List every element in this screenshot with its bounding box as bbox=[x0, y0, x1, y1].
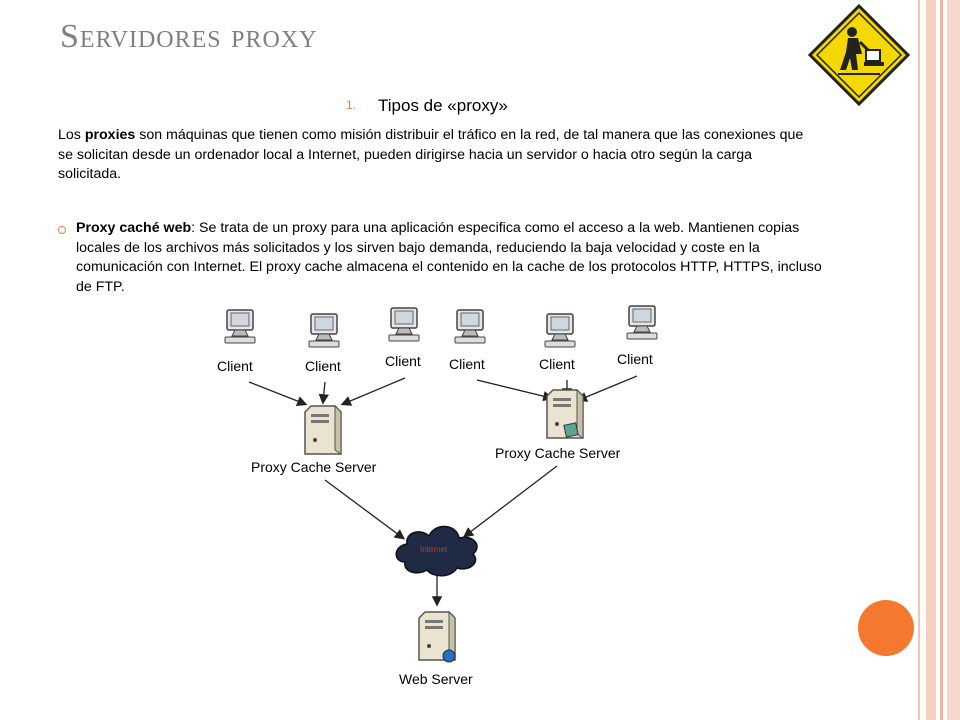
server-icon bbox=[305, 406, 341, 454]
intro-paragraph bbox=[58, 126, 818, 185]
client-label: Client bbox=[449, 356, 485, 372]
proxy-cache-server-label: Proxy Cache Server bbox=[495, 445, 621, 461]
client-label: Client bbox=[617, 351, 653, 367]
bullet-dot-icon bbox=[58, 226, 66, 234]
proxy-cache-server-label: Proxy Cache Server bbox=[251, 459, 377, 475]
internet-cloud-icon bbox=[396, 526, 477, 575]
client-computer-icon bbox=[389, 308, 419, 341]
subheading bbox=[346, 96, 508, 116]
web-server-label: Web Server bbox=[399, 671, 473, 687]
slide-title: Servidores proxy bbox=[60, 18, 318, 55]
bullet-body: : Se trata de un proxy para una aplicación especifica como el acceso a la web. Mantienen copias locales de los archivos más solicitados y los sirven bajo demanda, reduciendo la baja velocidad y coste en la comunicación con Internet. El proxy cache almacena el contenido en la cache de los protocolos HTTP, HTTPS, incluso de FTP. bbox=[76, 220, 822, 295]
bullet-item bbox=[58, 219, 828, 297]
client-computer-icon bbox=[545, 314, 575, 347]
client-computer-icon bbox=[225, 310, 255, 343]
bullet-text bbox=[76, 219, 828, 297]
subheading-text: Tipos de «proxy» bbox=[378, 96, 508, 115]
subheading-number: 1. bbox=[346, 98, 357, 112]
paragraph-post: son máquinas que tienen como misión distribuir el tráfico en la red, de tal manera que las conexiones que se solicitan desde un ordenador local a Internet, pueden dirigirse hacia un servidor o hacia otro según la carga solicitada. bbox=[58, 127, 804, 182]
client-label: Client bbox=[217, 358, 253, 374]
paragraph-bold-term: proxies bbox=[84, 127, 136, 143]
decorative-orange-circle bbox=[858, 600, 914, 656]
decorative-stripes bbox=[918, 0, 960, 720]
construction-sign-icon bbox=[808, 4, 910, 106]
client-computer-icon bbox=[627, 306, 657, 339]
bullet-bold-term: Proxy caché web bbox=[76, 220, 192, 236]
client-computer-icon bbox=[309, 314, 339, 347]
internet-label: Internet bbox=[420, 545, 448, 554]
client-computer-icon bbox=[455, 310, 485, 343]
paragraph-pre: Los bbox=[58, 127, 85, 143]
client-label: Client bbox=[385, 353, 421, 369]
proxy-network-diagram bbox=[205, 300, 675, 700]
client-label: Client bbox=[305, 358, 341, 374]
client-label: Client bbox=[539, 356, 575, 372]
